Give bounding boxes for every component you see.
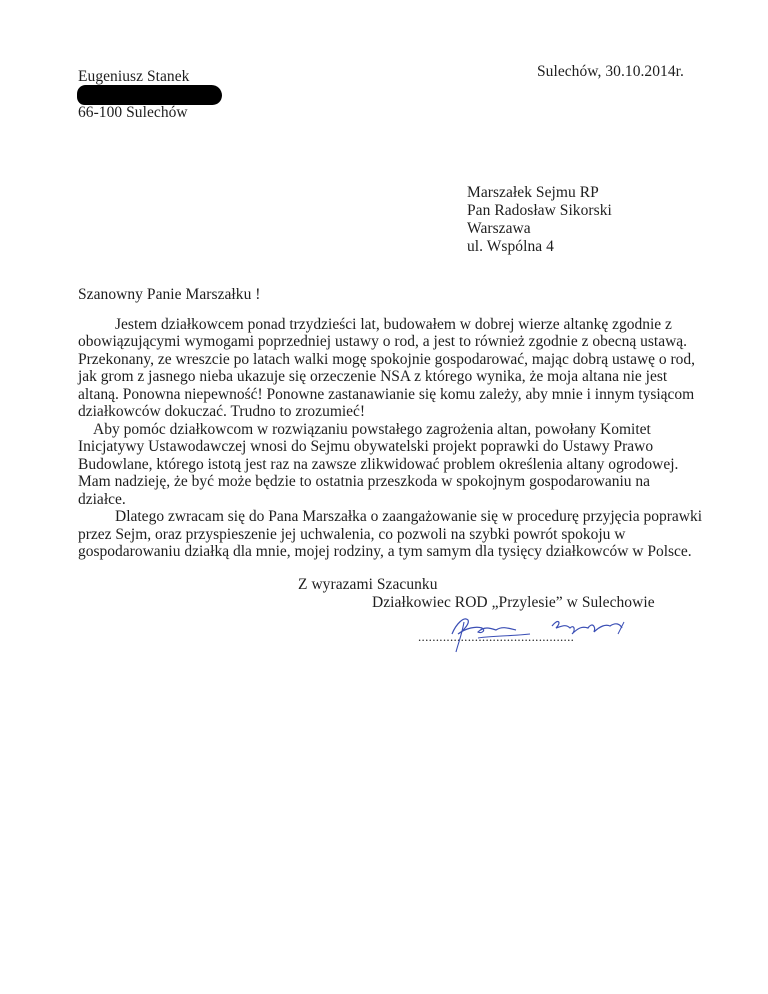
body-line: przez Sejm, oraz przyspieszenie jej uchwalenia, co pozwoli na szybki powrót spokoju w bbox=[78, 526, 626, 543]
body-line: działce. bbox=[78, 491, 126, 508]
body-line: Budowlane, którego istotą jest raz na zawsze zlikwidować problem określenia altany ogrodowej. bbox=[78, 456, 679, 473]
body-line: Dlatego zwracam się do Pana Marszałka o zaangażowanie się w procedurę przyjęcia poprawki bbox=[115, 508, 703, 525]
body-line: Aby pomóc działkowcom w rozwiązaniu powstałego zagrożenia altan, powołany Komitet bbox=[93, 421, 651, 438]
recipient-line-2: Pan Radosław Sikorski bbox=[467, 202, 612, 219]
closing-phrase: Z wyrazami Szacunku bbox=[298, 576, 438, 593]
body-line: Przekonany, ze wreszcie po latach walki mogę spokojnie gospodarować, mając dobrą ustawę o rod, bbox=[78, 351, 696, 368]
closing-signatory: Działkowiec ROD „Przylesie” w Sulechowie bbox=[372, 594, 655, 611]
body-line: obowiązującymi wymogami poprzedniej ustawy o rod, a jest to również zgodnie z obecną ustawą. bbox=[78, 333, 688, 350]
sender-name: Eugeniusz Stanek bbox=[78, 68, 190, 85]
body-line: Mam nadzieję, że być może będzie to ostatnia przeszkoda w spokojnym gospodarowaniu na bbox=[78, 473, 651, 490]
recipient-line-4: ul. Wspólna 4 bbox=[467, 238, 554, 255]
handwritten-signature bbox=[412, 604, 642, 654]
recipient-line-1: Marszałek Sejmu RP bbox=[467, 184, 599, 201]
signature-dotted-line: ............................................ bbox=[418, 629, 575, 644]
place-date: Sulechów, 30.10.2014r. bbox=[537, 63, 684, 80]
body-line: altaną. Ponowna niepewność! Ponowne zastanawianie się komu zależy, aby mnie i innym tysiącom bbox=[78, 386, 695, 403]
body-line: Inicjatywy Ustawodawczej wnosi do Sejmu obywatelski projekt poprawki do Ustawy Prawo bbox=[78, 438, 654, 455]
recipient-line-3: Warszawa bbox=[467, 220, 531, 237]
body-line: gospodarowaniu działką dla mnie, mojej rodziny, a tym samym dla tysięcy działkowców w Polsce. bbox=[78, 543, 692, 560]
body-line: działkowców dokuczać. Trudno to zrozumieć! bbox=[78, 403, 366, 420]
body-line: Jestem działkowcem ponad trzydzieści lat, budowałem w dobrej wierze altankę zgodnie z bbox=[115, 316, 672, 333]
body-line: jak grom z jasnego nieba ukazuje się orzeczenie NSA z którego wynika, że moja altana nie jest bbox=[78, 368, 668, 385]
salutation: Szanowny Panie Marszałku ! bbox=[78, 286, 261, 303]
redacted-address-block bbox=[77, 85, 222, 105]
sender-postal-city: 66-100 Sulechów bbox=[78, 104, 188, 121]
